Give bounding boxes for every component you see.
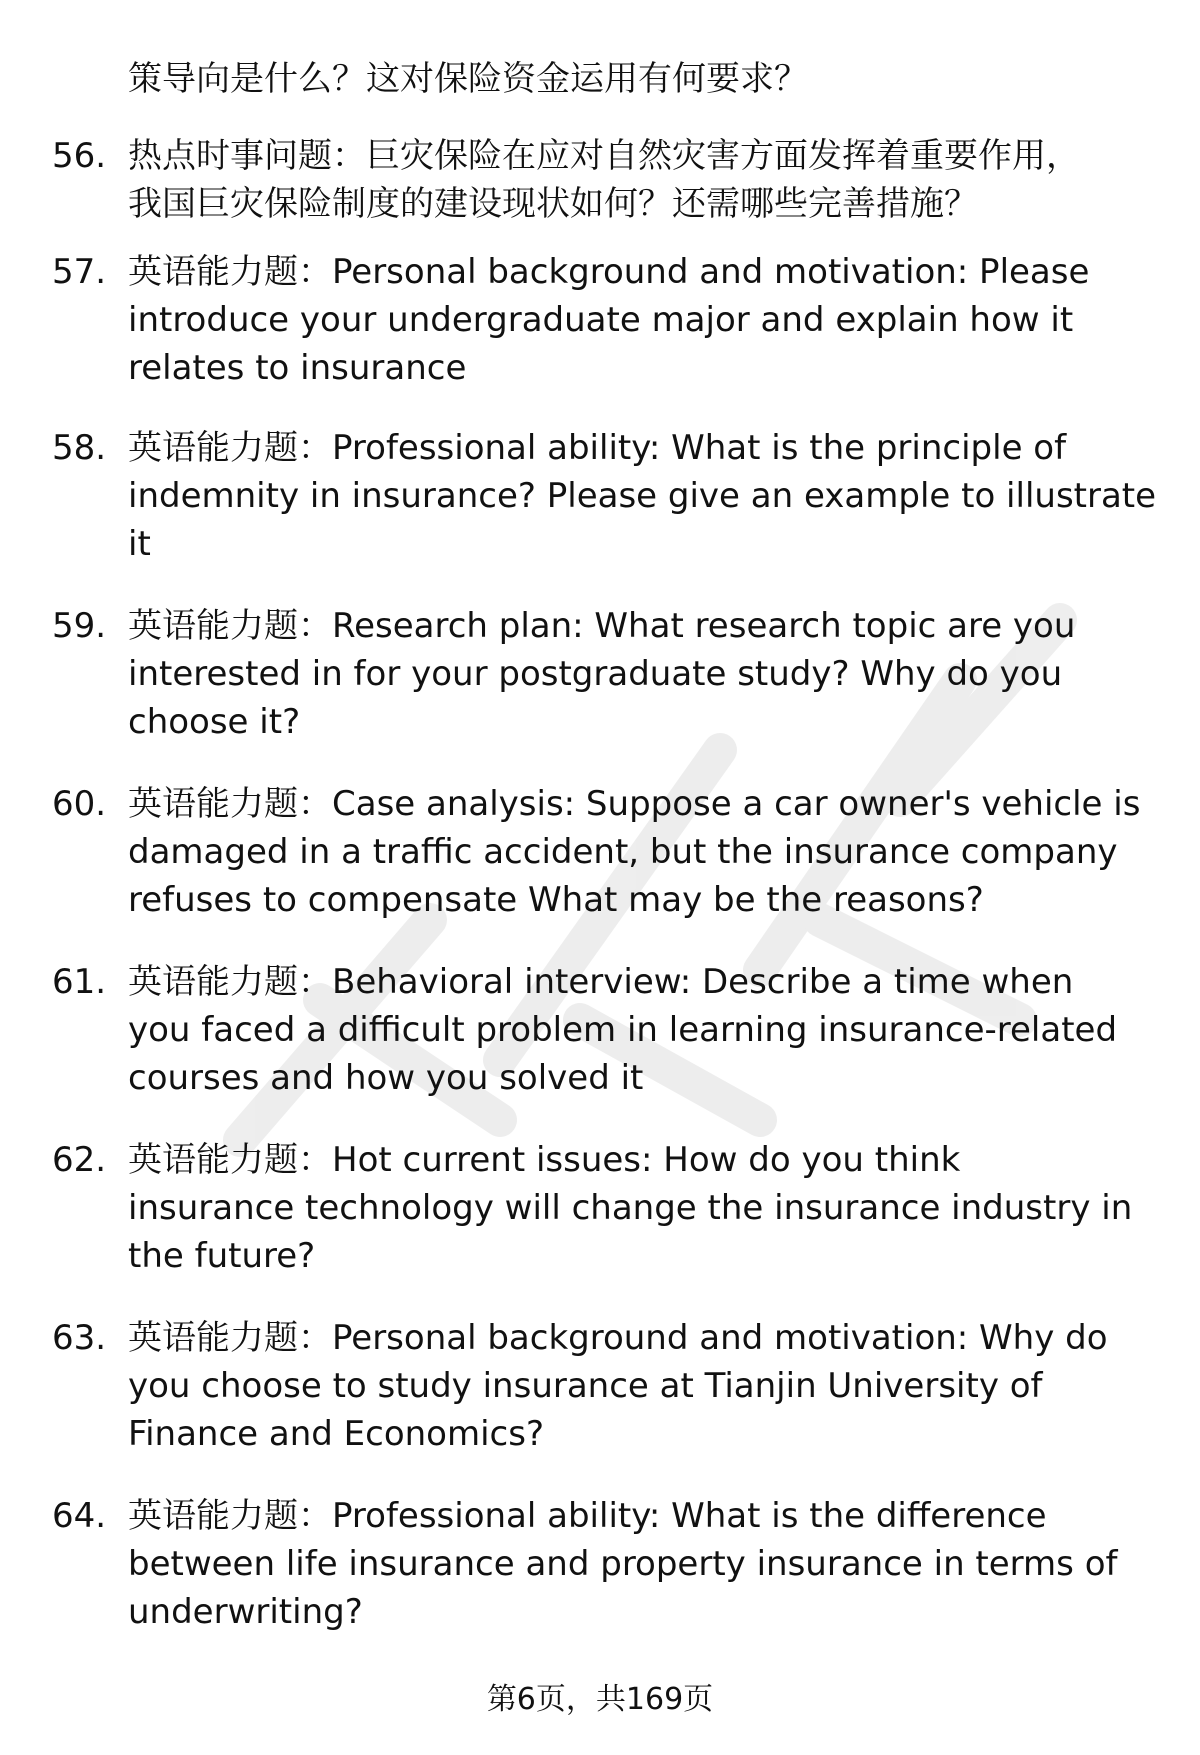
question-number: 58. [52, 428, 107, 468]
question-number: 57. [52, 252, 107, 292]
question-item-63 [52, 1314, 1162, 1458]
question-number: 56. [52, 136, 107, 176]
question-item-56 [52, 132, 1162, 228]
question-item-57 [52, 248, 1162, 392]
question-item-61 [52, 958, 1162, 1102]
question-item-59 [52, 602, 1162, 746]
question-number: 61. [52, 962, 107, 1002]
question-item-60 [52, 780, 1162, 924]
question-text: 英语能力题：Personal background and motivation: Why do you choose to study insurance at Tianjin University of Finance and Economics? [128, 1318, 1108, 1454]
question-text: 英语能力题：Hot current issues: How do you think insurance technology will change the insurance industry in the future? [128, 1140, 1133, 1276]
question-text: 英语能力题：Behavioral interview: Describe a time when you faced a difficult problem in learning insurance-related courses and how you solved it [128, 962, 1118, 1098]
continuation-text: 策导向是什么？这对保险资金运用有何要求？ [128, 59, 808, 99]
question-text: 英语能力题：Case analysis: Suppose a car owner's vehicle is damaged in a traffic accident, but the insurance company refuses to compensate What may be the reasons? [128, 784, 1141, 920]
question-number: 64. [52, 1496, 107, 1536]
question-text: 英语能力题：Research plan: What research topic are you interested in for your postgraduate study? Why do you choose it? [128, 606, 1076, 742]
question-text: 英语能力题：Professional ability: What is the principle of indemnity in insurance? Please give an example to illustrate it [128, 428, 1157, 564]
question-number: 62. [52, 1140, 107, 1180]
question-text: 英语能力题：Personal background and motivation: Please introduce your undergraduate major and explain how it relates to insurance [128, 252, 1090, 388]
question-text: 英语能力题：Professional ability: What is the difference between life insurance and property insurance in terms of underwriting? [128, 1496, 1118, 1632]
question-item-64 [52, 1492, 1162, 1636]
page-footer: 第6页，共169页 [486, 1682, 714, 1717]
question-number: 59. [52, 606, 107, 646]
question-item-58 [52, 424, 1162, 568]
question-number: 60. [52, 784, 107, 824]
question-number: 63. [52, 1318, 107, 1358]
question-text: 热点时事问题：巨灾保险在应对自然灾害方面发挥着重要作用， 我国巨灾保险制度的建设现状如何？还需哪些完善措施？ [128, 136, 1080, 224]
question-item-62 [52, 1136, 1162, 1280]
